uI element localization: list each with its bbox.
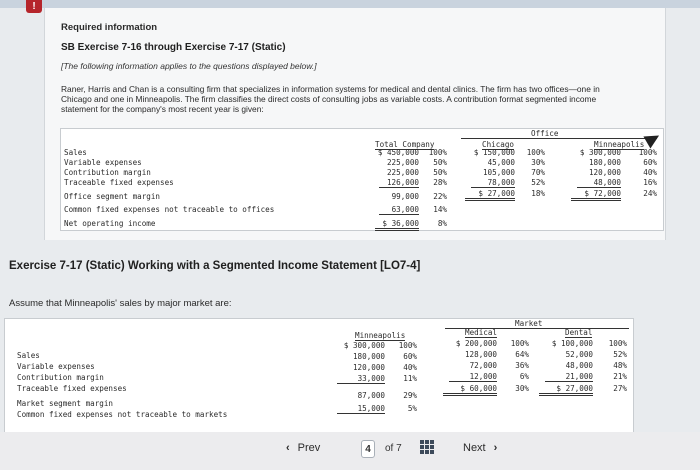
page-number-input[interactable]: 4 — [361, 440, 375, 458]
row-label: Contribution margin — [64, 168, 151, 177]
minneapolis-percent: 11% — [403, 374, 417, 383]
chicago-percent: 30% — [531, 158, 545, 167]
col-dental: Dental — [565, 328, 593, 337]
row-label: Variable expenses — [17, 362, 95, 371]
total-percent: 14% — [433, 205, 447, 214]
col-minneapolis: Minneapolis — [594, 140, 645, 149]
medical-percent: 6% — [519, 372, 529, 381]
page-count: of 7 — [385, 443, 402, 454]
row-label: Variable expenses — [64, 158, 142, 167]
total-amount: 63,000 — [379, 205, 419, 215]
total-percent: 50% — [433, 168, 447, 177]
minneapolis-percent: 29% — [403, 391, 417, 400]
market-header: Market — [515, 319, 543, 328]
total-amount: 126,000 — [379, 178, 419, 188]
total-percent: 100% — [428, 148, 447, 157]
medical-amount: $ 60,000 — [443, 384, 497, 396]
following-note: [The following information applies to the questions displayed below.] — [61, 61, 317, 71]
prev-button[interactable] — [286, 442, 320, 454]
total-percent: 8% — [437, 219, 447, 228]
row-label: Traceable fixed expenses — [64, 178, 174, 187]
total-percent: 50% — [433, 158, 447, 167]
total-amount: 225,000 — [386, 158, 419, 167]
minneapolis-amount: 120,000 — [352, 363, 385, 372]
medical-percent: 30% — [515, 384, 529, 393]
office-header: Office — [531, 129, 559, 138]
minneapolis-amount: $ 300,000 — [343, 341, 385, 350]
minneapolis-amount: 87,000 — [357, 391, 385, 400]
chevron-right-icon: › — [493, 442, 498, 454]
col-total-company: Total Company — [375, 140, 435, 149]
dental-percent: 100% — [608, 339, 627, 348]
row-label: Sales — [17, 351, 40, 360]
row-label: Market segment margin — [17, 399, 114, 408]
minneapolis-amount: $ 72,000 — [571, 189, 621, 201]
row-label: Office segment margin — [64, 192, 161, 201]
medical-percent: 100% — [510, 339, 529, 348]
alert-icon[interactable]: ! — [26, 0, 42, 13]
row-label: Common fixed expenses not traceable to offices — [64, 205, 275, 214]
medical-percent: 36% — [515, 361, 529, 370]
assume-text: Assume that Minneapolis' sales by major market are: — [9, 298, 232, 309]
row-label: Contribution margin — [17, 373, 104, 382]
market-segment-table — [4, 318, 634, 440]
next-label: Next — [463, 442, 486, 454]
minneapolis-percent: 5% — [407, 404, 417, 413]
row-label: Traceable fixed expenses — [17, 384, 127, 393]
row-label: Common fixed expenses not traceable to markets — [17, 410, 228, 419]
minneapolis-amount: 48,000 — [577, 178, 621, 188]
minneapolis-percent: 40% — [643, 168, 657, 177]
chicago-amount: 78,000 — [471, 178, 515, 188]
total-amount: $ 450,000 — [377, 148, 419, 157]
chevron-left-icon: ‹ — [286, 442, 290, 454]
minneapolis-percent: 60% — [403, 352, 417, 361]
next-button[interactable] — [463, 442, 497, 454]
minneapolis-amount: 180,000 — [588, 158, 621, 167]
minneapolis-percent: 24% — [643, 189, 657, 198]
chicago-percent: 100% — [526, 148, 545, 157]
row-label: Net operating income — [64, 219, 156, 228]
grid-view-icon[interactable] — [420, 440, 434, 454]
section-title: Exercise 7-17 (Static) Working with a Segmented Income Statement [LO7-4] — [9, 260, 421, 272]
office-segment-table — [60, 128, 664, 231]
pagination-bar — [0, 432, 700, 470]
required-information-heading: Required information — [61, 22, 158, 33]
minneapolis-percent: 40% — [403, 363, 417, 372]
minneapolis-amount: $ 300,000 — [579, 148, 621, 157]
total-amount: $ 36,000 — [375, 219, 419, 231]
medical-amount: $ 200,000 — [455, 339, 497, 348]
dental-percent: 27% — [613, 384, 627, 393]
dental-amount: 21,000 — [545, 372, 593, 382]
prev-label: Prev — [297, 442, 321, 454]
medical-percent: 64% — [515, 350, 529, 359]
total-percent: 22% — [433, 192, 447, 201]
medical-amount: 72,000 — [469, 361, 497, 370]
minneapolis-amount: 180,000 — [352, 352, 385, 361]
chicago-amount: 45,000 — [487, 158, 515, 167]
minneapolis-percent: 16% — [643, 178, 657, 187]
chicago-amount: 105,000 — [482, 168, 515, 177]
minneapolis-percent: 100% — [398, 341, 417, 350]
chicago-percent: 52% — [531, 178, 545, 187]
medical-amount: 12,000 — [449, 372, 497, 382]
dental-percent: 21% — [613, 372, 627, 381]
dental-percent: 48% — [613, 361, 627, 370]
dental-amount: $ 27,000 — [539, 384, 593, 396]
minneapolis-percent: 100% — [638, 148, 657, 157]
minneapolis-amount: 15,000 — [337, 404, 385, 414]
minneapolis-amount: 33,000 — [337, 374, 385, 384]
intro-paragraph: Raner, Harris and Chan is a consulting firm that specializes in information systems for medical and dental clinics. The firm has two offices—one in Chicago and one in Minneapolis. The firm classifies the direct costs of consulting jobs as variable costs. A contribution format segmented income statement for the company's most recent year is given: — [61, 84, 600, 114]
total-percent: 28% — [433, 178, 447, 187]
col-minneapolis: Minneapolis — [355, 331, 406, 340]
col-chicago: Chicago — [482, 140, 515, 149]
minneapolis-amount: 120,000 — [588, 168, 621, 177]
medical-amount: 128,000 — [464, 350, 497, 359]
minneapolis-percent: 60% — [643, 158, 657, 167]
chicago-percent: 70% — [531, 168, 545, 177]
office-header-rule — [461, 138, 657, 139]
dental-percent: 52% — [613, 350, 627, 359]
exercise-title: SB Exercise 7-16 through Exercise 7-17 (Static) — [61, 42, 286, 53]
chicago-amount: $ 150,000 — [473, 148, 515, 157]
dental-amount: 48,000 — [565, 361, 593, 370]
chicago-percent: 18% — [531, 189, 545, 198]
dental-amount: 52,000 — [565, 350, 593, 359]
total-amount: 225,000 — [386, 168, 419, 177]
row-label: Sales — [64, 148, 87, 157]
chicago-amount: $ 27,000 — [465, 189, 515, 201]
top-bar — [0, 0, 700, 8]
dental-amount: $ 100,000 — [551, 339, 593, 348]
total-amount: 99,000 — [391, 192, 419, 201]
col-medical: Medical — [465, 328, 498, 337]
